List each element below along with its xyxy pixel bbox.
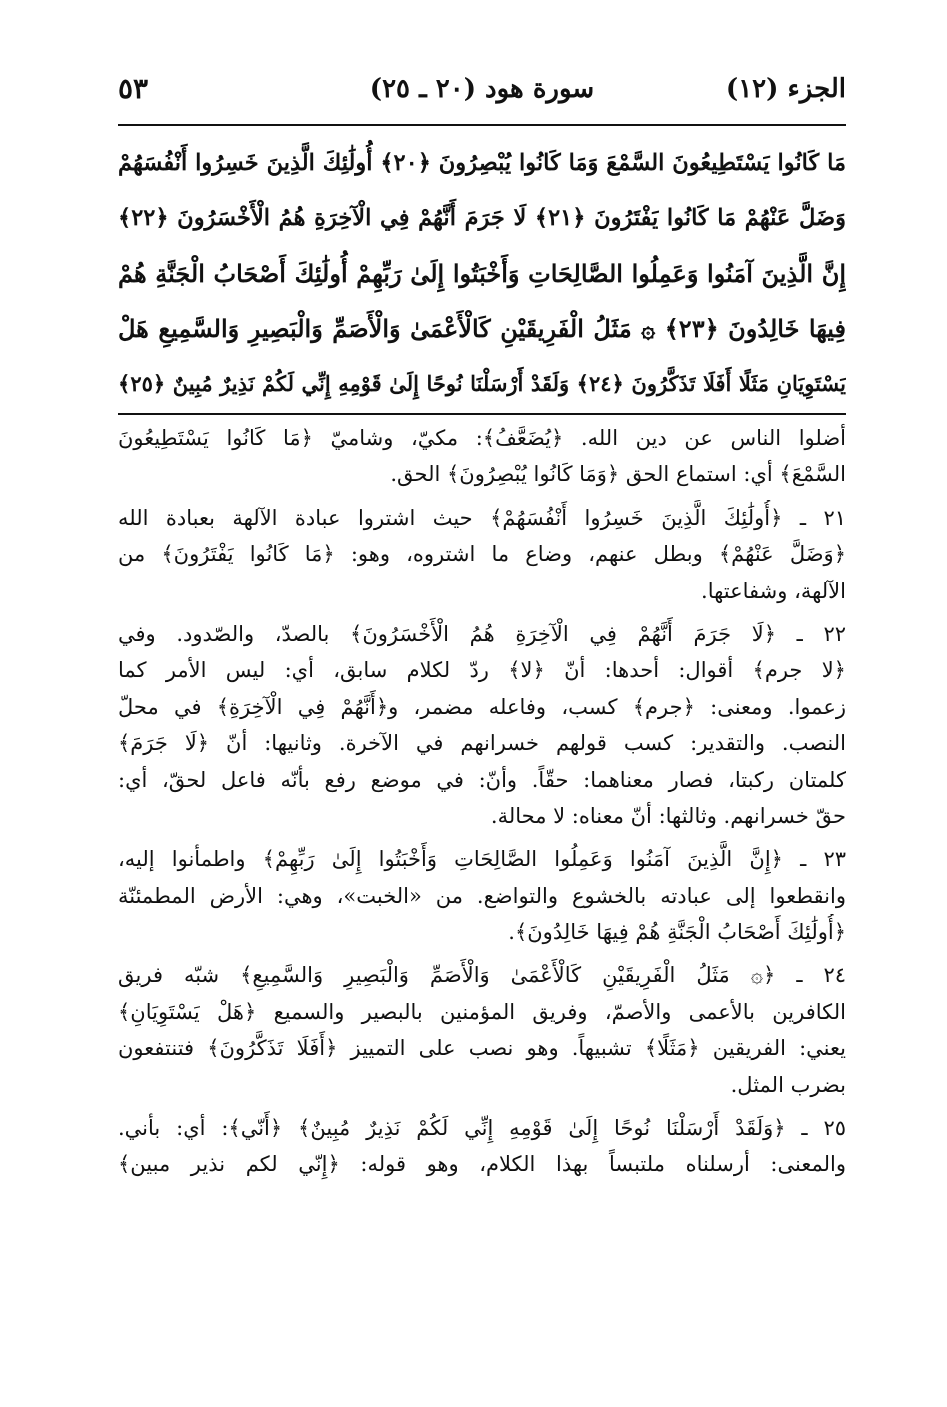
commentary-line: كلمتان ركبتا، فصار معناهما: حقّاً. وأنّ: في موضع رفع بأنّه فاعل لحقّ، أي: xyxy=(118,767,846,792)
commentary-line: زعموا. ومعنى: ﴿جرم﴾ كسب، وفاعله مضمر، و﴿أَنَّهُمْ فِي الْآخِرَةِ﴾ في محلّ xyxy=(118,694,846,719)
page-header xyxy=(118,66,846,122)
commentary-line: والمعنى: أرسلناه ملتبساً بهذا الكلام، وهو قوله: ﴿إِنّي لكم نذير مبين﴾ xyxy=(118,1152,846,1177)
quran-line: إِنَّ الَّذِينَ آمَنُوا وَعَمِلُوا الصَّالِحَاتِ وَأَخْبَتُوا إِلَىٰ رَبِّهِمْ أُولَٰئِكَ أَصْحَابُ الْجَنَّةِ هُمْ xyxy=(118,259,846,288)
quran-line: يَسْتَوِيَانِ مَثَلًا أَفَلَا تَذَكَّرُونَ ﴿٢٤﴾ وَلَقَدْ أَرْسَلْنَا نُوحًا إِلَىٰ قَوْمِهِ إِنِّي لَكُمْ نَذِيرٌ مُبِينٌ ﴿٢٥﴾ xyxy=(118,371,846,396)
quran-line: وَضَلَّ عَنْهُمْ مَا كَانُوا يَفْتَرُونَ ﴿٢١﴾ لَا جَرَمَ أَنَّهُمْ فِي الْآخِرَةِ هُمُ الْأَخْسَرُونَ ﴿٢٢﴾ xyxy=(118,205,846,231)
commentary-line: ﴿لا جرم﴾ أقوال: أحدها: أنّ ﴿لا﴾ ردّ لكلام سابق، أي: ليس الأمر كما xyxy=(118,658,846,683)
header-rule xyxy=(118,124,846,126)
commentary-line: أضلوا الناس عن دين الله. ﴿يُضَعَّفُ﴾: مكيّ، وشاميّ ﴿مَا كَانُوا يَسْتَطِيعُونَ xyxy=(118,426,846,450)
commentary-line: ٢٤ ـ ﴿۞ مَثَلُ الْفَرِيقَيْنِ كَالْأَعْمَىٰ وَالْأَصَمِّ وَالْبَصِيرِ وَالسَّمِيعِ﴾ شبّه فريق xyxy=(118,963,846,988)
quran-text-block xyxy=(118,136,846,411)
commentary-block xyxy=(118,420,846,1190)
commentary-line: السَّمْعَ﴾ أي: استماع الحق ﴿وَمَا كَانُوا يُبْصِرُونَ﴾ الحق. xyxy=(390,462,846,487)
commentary-line: ﴿وَضَلَّ عَنْهُمْ﴾ وبطل عنهم، وضاع ما اشتروه، وهو: ﴿مَا كَانُوا يَفْتَرُونَ﴾ من xyxy=(118,542,846,567)
commentary-line: ﴿أُولَٰئِكَ أَصْحَابُ الْجَنَّةِ هُمْ فِيهَا خَالِدُونَ﴾. xyxy=(508,920,846,945)
commentary-line: ٢١ ـ ﴿أُولَٰئِكَ الَّذِينَ خَسِرُوا أَنْفُسَهُمْ﴾ حيث اشتروا عبادة الآلهة بعبادة الله xyxy=(118,505,846,530)
juz-label: الجزء (١٢) xyxy=(725,74,846,104)
commentary-line: ٢٢ ـ ﴿لَا جَرَمَ أَنَّهُمْ فِي الْآخِرَةِ هُمُ الْأَخْسَرُونَ﴾ بالصدّ، والصّدود. وفي xyxy=(118,621,846,646)
surah-label: سورة هود (٢٠ ـ ٢٥) xyxy=(369,74,595,104)
commentary-line: ٢٣ ـ ﴿إِنَّ الَّذِينَ آمَنُوا وَعَمِلُوا الصَّالِحَاتِ وَأَخْبَتُوا إِلَىٰ رَبِّهِمْ﴾ واطمأنوا إليه، xyxy=(118,847,846,872)
commentary-line: وانقطعوا إلى عبادته بالخشوع والتواضع. من «الخبت»، وهي: الأرض المطمئنّة xyxy=(118,883,846,908)
commentary-paragraph-intro xyxy=(118,420,846,493)
commentary-line: حقّ خسرانهم. وثالثها: أنّ معناه: لا محالة. xyxy=(490,803,846,828)
quran-line: مَا كَانُوا يَسْتَطِيعُونَ السَّمْعَ وَمَا كَانُوا يُبْصِرُونَ ﴿٢٠﴾ أُولَٰئِكَ الَّذِينَ خَسِرُوا أَنْفُسَهُمْ xyxy=(118,150,846,176)
commentary-paragraph-25 xyxy=(118,1110,846,1183)
commentary-line: النصب. والتقدير: كسب قولهم خسرانهم في الآخرة. وثانيها: أنّ ﴿لَا جَرَمَ﴾ xyxy=(118,731,846,756)
commentary-line: يعني: الفريقين ﴿مَثَلًا﴾ تشبيهاً. وهو نصب على التمييز ﴿أَفَلَا تَذَكَّرُونَ﴾ فتنتفعون xyxy=(118,1036,846,1061)
commentary-line: بضرب المثل. xyxy=(730,1072,846,1097)
page-number: ٥٣ xyxy=(118,72,149,105)
commentary-paragraph-21 xyxy=(118,500,846,609)
commentary-line: ٢٥ ـ ﴿وَلَقَدْ أَرْسَلْنَا نُوحًا إِلَىٰ قَوْمِهِ إِنِّي لَكُمْ نَذِيرٌ مُبِينٌ﴾ ﴿أَنّي﴾: أي: بأني. xyxy=(118,1116,846,1141)
quran-divider-rule xyxy=(118,413,846,415)
commentary-paragraph-24 xyxy=(118,957,846,1103)
commentary-paragraph-22 xyxy=(118,616,846,834)
commentary-line: الآلهة، وشفاعتها. xyxy=(701,578,846,603)
quran-line: فِيهَا خَالِدُونَ ﴿٢٣﴾ ۞ مَثَلُ الْفَرِيقَيْنِ كَالْأَعْمَىٰ وَالْأَصَمِّ وَالْبَصِيرِ وَالسَّمِيعِ هَلْ xyxy=(118,314,846,343)
commentary-line: الكافرين بالأعمى والأصمّ، وفريق المؤمنين بالبصير والسميع ﴿هَلْ يَسْتَوِيَانِ﴾ xyxy=(118,999,846,1024)
commentary-paragraph-23 xyxy=(118,841,846,950)
